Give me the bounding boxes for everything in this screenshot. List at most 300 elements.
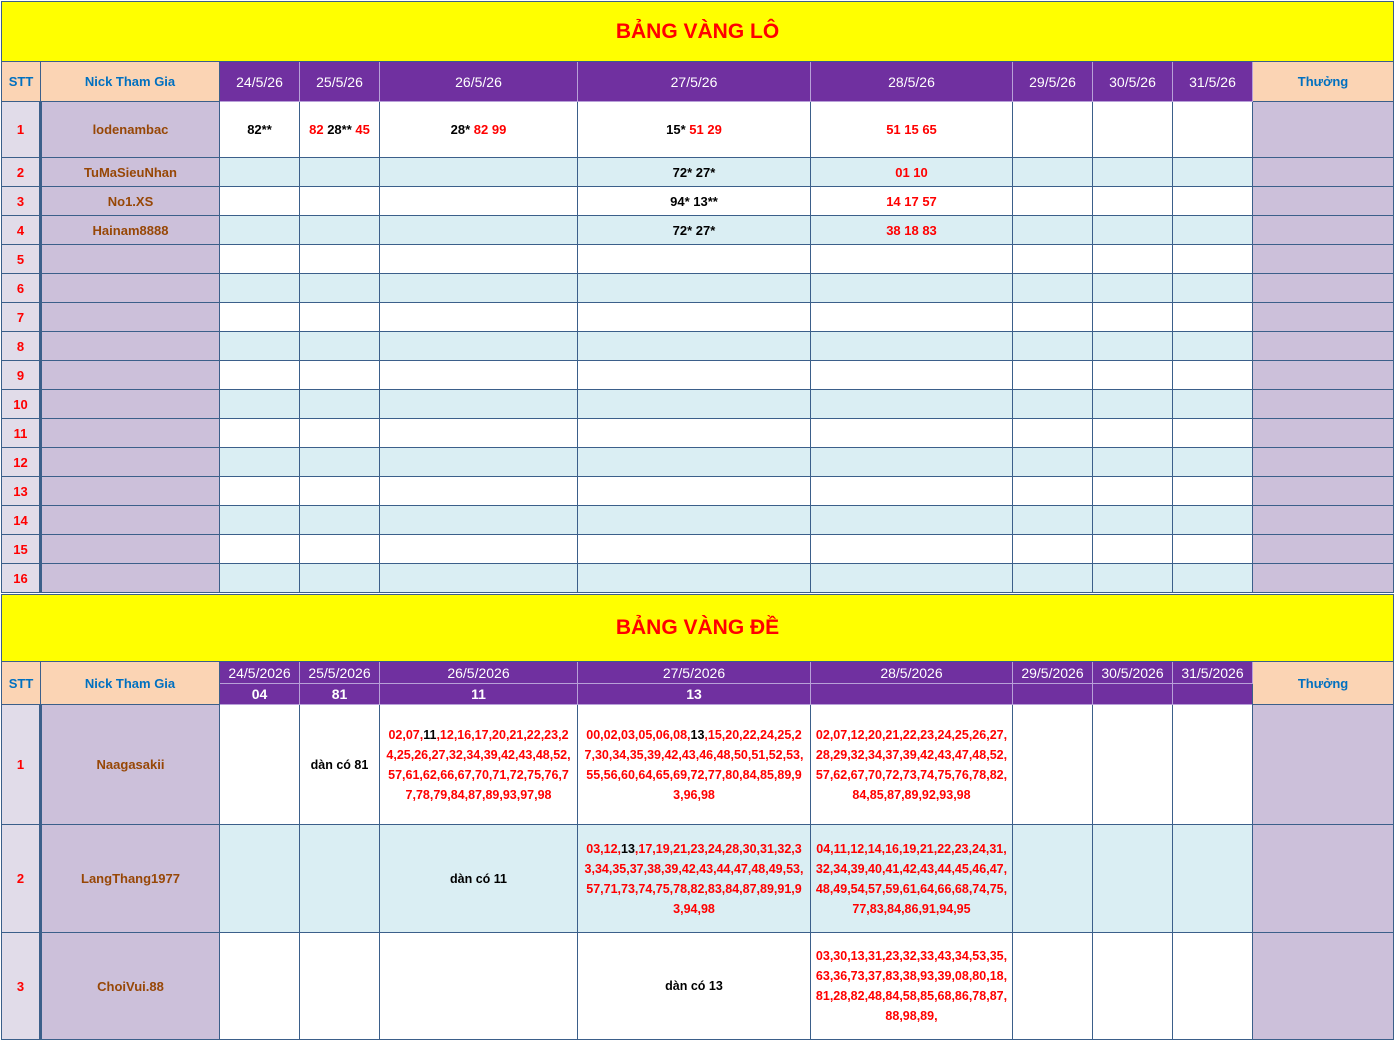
- lo-header-stt: STT: [2, 62, 41, 102]
- de-header-code: 11: [380, 684, 578, 705]
- de-header-date: 31/5/2026: [1173, 662, 1253, 684]
- lo-header-date: 30/5/26: [1093, 62, 1173, 102]
- lo-cell: [1173, 303, 1253, 332]
- de-cell: [578, 705, 811, 825]
- row-stt: 10: [2, 390, 41, 419]
- lo-cell: [220, 390, 300, 419]
- lo-cell: [811, 332, 1013, 361]
- lo-cell: [578, 102, 811, 158]
- lo-cell: [811, 361, 1013, 390]
- lo-cell: [1093, 245, 1173, 274]
- lo-cell-text: 45: [351, 122, 370, 137]
- de-cell: [300, 825, 380, 933]
- lo-cell: [1093, 158, 1173, 187]
- de-cell-text: 04,11,12,14,16,19,21,22,23,24,31,32,34,39,40,41,42,43,44,45,46,47,48,49,54,57,59,61,64,66,68,74,75,77,83,84,86,91,94,95: [815, 841, 1008, 916]
- row-thuong: [1253, 477, 1394, 506]
- de-cell-text: ,12,16,17,20,21,22,23,24,25,26,27,32,34,39,42,43,48,52,57,61,62,66,67,70,71,72,75,76,77,78,79,84,87,89,93,97,98: [386, 727, 571, 802]
- lo-cell-text: 51 15 65: [886, 122, 937, 137]
- lo-row: [2, 274, 1394, 303]
- de-cell: [1093, 933, 1173, 1040]
- de-cell: [811, 705, 1013, 825]
- row-stt: 14: [2, 506, 41, 535]
- row-nick: [41, 448, 220, 477]
- lo-cell: [380, 216, 578, 245]
- lo-cell: [1013, 448, 1093, 477]
- lo-cell: [811, 506, 1013, 535]
- lo-cell: [811, 187, 1013, 216]
- lo-cell-text: 72* 27*: [672, 164, 716, 180]
- row-nick: Hainam8888: [41, 216, 220, 245]
- row-nick: [41, 477, 220, 506]
- lo-cell: [300, 506, 380, 535]
- row-thuong: [1253, 705, 1394, 825]
- row-thuong: [1253, 825, 1394, 933]
- row-stt: 9: [2, 361, 41, 390]
- de-cell: [1093, 825, 1173, 933]
- row-stt: 5: [2, 245, 41, 274]
- lo-cell: [220, 564, 300, 593]
- lo-header-date: 31/5/26: [1173, 62, 1253, 102]
- lo-cell: [811, 535, 1013, 564]
- de-cell-content: [811, 725, 1012, 805]
- lo-cell: [380, 187, 578, 216]
- row-thuong: [1253, 448, 1394, 477]
- de-cell: [380, 705, 578, 825]
- row-nick: [41, 419, 220, 448]
- lo-cell: [380, 361, 578, 390]
- de-header-nick: Nick Tham Gia: [41, 662, 220, 705]
- lo-cell: [300, 102, 380, 158]
- lo-cell: [1173, 332, 1253, 361]
- lo-cell: [578, 158, 811, 187]
- lo-cell: [380, 390, 578, 419]
- row-thuong: [1253, 506, 1394, 535]
- lo-row: [2, 419, 1394, 448]
- row-thuong: [1253, 332, 1394, 361]
- lo-cell: [811, 477, 1013, 506]
- lo-cell: [220, 274, 300, 303]
- lo-cell: [1173, 102, 1253, 158]
- lo-cell: [1093, 477, 1173, 506]
- lo-cell: [1013, 187, 1093, 216]
- lo-cell: [578, 245, 811, 274]
- lo-cell: [380, 303, 578, 332]
- row-nick: [41, 274, 220, 303]
- lo-row: [2, 303, 1394, 332]
- de-cell-text: 03,30,13,31,23,32,33,43,34,53,35,63,36,73,37,83,38,93,39,08,80,18,81,28,82,48,84,58,85,68,86,78,87,88,98,89,: [815, 949, 1008, 1023]
- de-cell-text: 03,12,: [586, 841, 622, 856]
- lo-cell: [220, 332, 300, 361]
- lo-cell: [220, 187, 300, 216]
- lo-header-date: 27/5/26: [578, 62, 811, 102]
- row-stt: 16: [2, 564, 41, 593]
- lo-header-date: 28/5/26: [811, 62, 1013, 102]
- lo-cell: [220, 448, 300, 477]
- row-thuong: [1253, 564, 1394, 593]
- lo-cell-text: 82**: [247, 122, 272, 137]
- row-stt: 15: [2, 535, 41, 564]
- lo-cell: [380, 535, 578, 564]
- row-stt: 3: [2, 187, 41, 216]
- lo-cell: [1093, 102, 1173, 158]
- lo-cell-text: 82 99: [473, 122, 507, 137]
- lo-cell: [380, 477, 578, 506]
- lo-row: [2, 448, 1394, 477]
- row-thuong: [1253, 361, 1394, 390]
- row-nick: [41, 506, 220, 535]
- row-thuong: [1253, 933, 1394, 1040]
- row-stt: 2: [2, 825, 41, 933]
- row-nick: Naagasakii: [41, 705, 220, 825]
- lo-cell: [1013, 535, 1093, 564]
- de-cell: [380, 933, 578, 1040]
- lo-cell: [380, 158, 578, 187]
- de-cell-content: [578, 976, 810, 996]
- row-thuong: [1253, 390, 1394, 419]
- lo-cell: [300, 245, 380, 274]
- lo-cell: [1013, 390, 1093, 419]
- row-stt: 13: [2, 477, 41, 506]
- row-thuong: [1253, 419, 1394, 448]
- de-header-date: 29/5/2026: [1013, 662, 1093, 684]
- lo-cell: [1173, 361, 1253, 390]
- row-thuong: [1253, 216, 1394, 245]
- row-stt: 3: [2, 933, 41, 1040]
- row-stt: 6: [2, 274, 41, 303]
- lo-cell: [380, 506, 578, 535]
- de-header-stt: STT: [2, 662, 41, 705]
- lo-row: [2, 158, 1394, 187]
- de-cell-text: ,15,20,22,24,25,27,30,34,35,39,42,43,46,48,50,51,52,53,55,56,60,64,65,69,72,77,80,84,85,89,93,96,98: [584, 727, 804, 802]
- lo-cell: [220, 303, 300, 332]
- row-nick: [41, 564, 220, 593]
- lo-cell: [811, 303, 1013, 332]
- lo-cell-text: 72* 27*: [672, 222, 716, 238]
- lo-cell-text: 38 18 83: [886, 222, 937, 238]
- lo-cell: [300, 187, 380, 216]
- de-cell: [1173, 825, 1253, 933]
- de-cell: [300, 705, 380, 825]
- lo-cell: [1013, 158, 1093, 187]
- lo-cell: [300, 477, 380, 506]
- lo-cell: [1093, 535, 1173, 564]
- lo-cell: [1093, 506, 1173, 535]
- row-nick: ChoiVui.88: [41, 933, 220, 1040]
- lo-row: [2, 564, 1394, 593]
- de-cell-content: [811, 946, 1012, 1026]
- lo-cell: [1013, 506, 1093, 535]
- lo-cell: [300, 332, 380, 361]
- de-cell: [1013, 933, 1093, 1040]
- lo-row: [2, 506, 1394, 535]
- lo-cell: [380, 332, 578, 361]
- de-cell: [300, 933, 380, 1040]
- de-header-code: 81: [300, 684, 380, 705]
- lo-cell: [578, 303, 811, 332]
- row-stt: 2: [2, 158, 41, 187]
- lo-cell: [220, 216, 300, 245]
- lo-cell: [1173, 419, 1253, 448]
- de-cell-content: [380, 725, 577, 805]
- de-cell: [220, 933, 300, 1040]
- de-cell-text: 00,02,03,05,06,08,: [586, 727, 691, 742]
- lo-cell: [300, 390, 380, 419]
- lo-cell: [1173, 274, 1253, 303]
- lo-cell: [380, 419, 578, 448]
- row-thuong: [1253, 535, 1394, 564]
- lo-cell: [1013, 332, 1093, 361]
- lo-cell: [380, 274, 578, 303]
- lo-cell: [578, 361, 811, 390]
- row-nick: TuMaSieuNhan: [41, 158, 220, 187]
- de-header-date: 27/5/2026: [578, 662, 811, 684]
- de-cell: [1173, 705, 1253, 825]
- lo-cell: [300, 361, 380, 390]
- lo-cell: [578, 187, 811, 216]
- lo-cell: [1013, 216, 1093, 245]
- lo-cell: [380, 245, 578, 274]
- de-cell-text: 02,07,12,20,21,22,23,24,25,26,27,28,29,32,34,37,39,42,43,47,48,52,57,62,67,70,72,73,74,75,76,78,82,84,85,87,89,92,93,98: [815, 727, 1008, 802]
- lo-row: [2, 361, 1394, 390]
- lo-cell: [300, 158, 380, 187]
- lo-cell: [220, 477, 300, 506]
- de-title: BẢNG VÀNG ĐỀ: [2, 595, 1394, 662]
- lo-cell: [1093, 216, 1173, 245]
- lo-cell: [380, 448, 578, 477]
- lo-cell: [1093, 564, 1173, 593]
- lo-row: [2, 332, 1394, 361]
- de-cell-content: [380, 869, 577, 889]
- lo-cell-text: 28*: [450, 122, 474, 137]
- lo-cell: [1013, 419, 1093, 448]
- lo-row: [2, 216, 1394, 245]
- row-nick: lodenambac: [41, 102, 220, 158]
- de-cell-content: [811, 839, 1012, 919]
- lo-cell: [380, 102, 578, 158]
- lo-cell: [300, 216, 380, 245]
- lo-cell: [220, 419, 300, 448]
- lo-cell: [1173, 245, 1253, 274]
- lo-row: [2, 390, 1394, 419]
- de-header-date: 28/5/2026: [811, 662, 1013, 684]
- lo-cell: [811, 216, 1013, 245]
- de-cell: [1173, 933, 1253, 1040]
- lo-header-nick: Nick Tham Gia: [41, 62, 220, 102]
- row-nick: [41, 332, 220, 361]
- row-stt: 8: [2, 332, 41, 361]
- lo-cell: [1093, 361, 1173, 390]
- lo-cell: [300, 564, 380, 593]
- de-cell-text: dàn có 81: [310, 757, 369, 772]
- de-cell: [578, 933, 811, 1040]
- lo-cell: [811, 158, 1013, 187]
- row-thuong: [1253, 187, 1394, 216]
- row-nick: LangThang1977: [41, 825, 220, 933]
- lo-cell: [811, 102, 1013, 158]
- lo-cell: [300, 448, 380, 477]
- lo-header-date: 26/5/26: [380, 62, 578, 102]
- row-stt: 4: [2, 216, 41, 245]
- lo-cell: [1173, 477, 1253, 506]
- lo-cell: [300, 303, 380, 332]
- lo-cell: [811, 245, 1013, 274]
- de-cell-text: 02,07,: [388, 727, 424, 742]
- de-cell: [220, 705, 300, 825]
- de-cell: [578, 825, 811, 933]
- lo-cell: [578, 419, 811, 448]
- lo-header-thuong: Thưởng: [1253, 62, 1394, 102]
- row-stt: 12: [2, 448, 41, 477]
- lo-cell: [578, 477, 811, 506]
- lo-cell: [1093, 448, 1173, 477]
- row-thuong: [1253, 274, 1394, 303]
- lo-cell: [1013, 274, 1093, 303]
- lo-cell: [220, 158, 300, 187]
- de-header-code: [811, 684, 1013, 705]
- row-stt: 1: [2, 705, 41, 825]
- lo-cell-text: 28**: [327, 122, 352, 137]
- lo-cell: [1013, 303, 1093, 332]
- lo-cell: [578, 564, 811, 593]
- de-header-date: 24/5/2026: [220, 662, 300, 684]
- lo-row: [2, 245, 1394, 274]
- lo-cell: [811, 419, 1013, 448]
- de-cell-text: 13: [690, 727, 705, 742]
- row-thuong: [1253, 303, 1394, 332]
- lo-cell: [1013, 245, 1093, 274]
- lo-cell: [1173, 506, 1253, 535]
- lo-cell: [300, 535, 380, 564]
- row-stt: 7: [2, 303, 41, 332]
- lo-cell: [220, 535, 300, 564]
- lo-table: [1, 1, 1394, 593]
- row-nick: [41, 361, 220, 390]
- lo-cell: [811, 390, 1013, 419]
- lo-cell: [220, 245, 300, 274]
- de-cell-text: 13: [621, 841, 635, 856]
- lo-cell: [578, 332, 811, 361]
- lo-row: [2, 535, 1394, 564]
- lo-cell: [300, 274, 380, 303]
- de-header-code: [1013, 684, 1093, 705]
- lo-header-date: 24/5/26: [220, 62, 300, 102]
- lo-cell-text: 94* 13**: [670, 193, 718, 209]
- lo-row: [2, 102, 1394, 158]
- lo-cell: [1173, 448, 1253, 477]
- row-stt: 1: [2, 102, 41, 158]
- lo-cell: [1093, 187, 1173, 216]
- row-thuong: [1253, 245, 1394, 274]
- lo-cell: [1013, 361, 1093, 390]
- lo-cell: [578, 274, 811, 303]
- lo-cell: [1013, 564, 1093, 593]
- lo-cell: [811, 448, 1013, 477]
- lo-cell: [1173, 535, 1253, 564]
- lo-cell: [1093, 390, 1173, 419]
- lo-cell: [1093, 332, 1173, 361]
- de-header-code: [1173, 684, 1253, 705]
- de-table: [1, 594, 1394, 1040]
- de-header-thuong: Thưởng: [1253, 662, 1394, 705]
- lo-cell-text: 01 10: [895, 164, 928, 180]
- lo-cell: [1093, 419, 1173, 448]
- row-nick: [41, 535, 220, 564]
- row-stt: 11: [2, 419, 41, 448]
- lo-cell: [578, 535, 811, 564]
- de-cell: [380, 825, 578, 933]
- de-cell: [220, 825, 300, 933]
- row-nick: No1.XS: [41, 187, 220, 216]
- lo-cell: [1173, 187, 1253, 216]
- lo-cell: [1013, 102, 1093, 158]
- lo-row: [2, 187, 1394, 216]
- lo-cell: [220, 506, 300, 535]
- de-cell-text: 11: [423, 727, 437, 742]
- de-row: [2, 933, 1394, 1040]
- lo-cell: [1173, 564, 1253, 593]
- de-header-code: [1093, 684, 1173, 705]
- de-row: [2, 705, 1394, 825]
- lo-cell-text: 51 29: [689, 122, 722, 137]
- lo-cell: [811, 274, 1013, 303]
- lo-cell: [811, 564, 1013, 593]
- de-header-date: 25/5/2026: [300, 662, 380, 684]
- row-nick: [41, 390, 220, 419]
- lo-header-date: 29/5/26: [1013, 62, 1093, 102]
- de-cell: [811, 825, 1013, 933]
- de-cell: [811, 933, 1013, 1040]
- de-cell-text: ,17,19,21,23,24,28,30,31,32,33,34,35,37,38,39,42,43,44,47,48,49,53,57,71,73,74,75,78,82,83,84,87,89,91,93,94,98: [584, 841, 804, 916]
- row-thuong: [1253, 102, 1394, 158]
- lo-cell: [300, 419, 380, 448]
- lo-cell: [1013, 477, 1093, 506]
- lo-cell: [380, 564, 578, 593]
- lo-row: [2, 477, 1394, 506]
- lo-title: BẢNG VÀNG LÔ: [2, 2, 1394, 62]
- de-cell: [1093, 705, 1173, 825]
- de-cell-text: dàn có 13: [665, 979, 723, 993]
- lo-cell-text: 14 17 57: [886, 193, 937, 209]
- lo-cell-text: 15*: [666, 122, 690, 137]
- de-header-date: 30/5/2026: [1093, 662, 1173, 684]
- de-cell-text: dàn có 11: [450, 871, 507, 886]
- lo-cell: [220, 361, 300, 390]
- de-header-code: 04: [220, 684, 300, 705]
- row-thuong: [1253, 158, 1394, 187]
- lo-cell: [578, 506, 811, 535]
- lo-cell: [1093, 303, 1173, 332]
- row-nick: [41, 303, 220, 332]
- row-nick: [41, 245, 220, 274]
- lo-cell-text: 82: [309, 122, 328, 137]
- de-cell-content: [300, 755, 379, 775]
- lo-cell: [578, 390, 811, 419]
- de-cell: [1013, 705, 1093, 825]
- lo-header-date: 25/5/26: [300, 62, 380, 102]
- lo-cell: [1173, 390, 1253, 419]
- lo-cell: [1173, 216, 1253, 245]
- de-cell-content: [578, 725, 810, 805]
- de-cell-content: [578, 839, 810, 919]
- lo-cell: [1173, 158, 1253, 187]
- lo-cell: [578, 448, 811, 477]
- de-header-code: 13: [578, 684, 811, 705]
- lo-cell: [220, 102, 300, 158]
- de-row: [2, 825, 1394, 933]
- lo-cell: [578, 216, 811, 245]
- de-cell: [1013, 825, 1093, 933]
- lo-cell: [1093, 274, 1173, 303]
